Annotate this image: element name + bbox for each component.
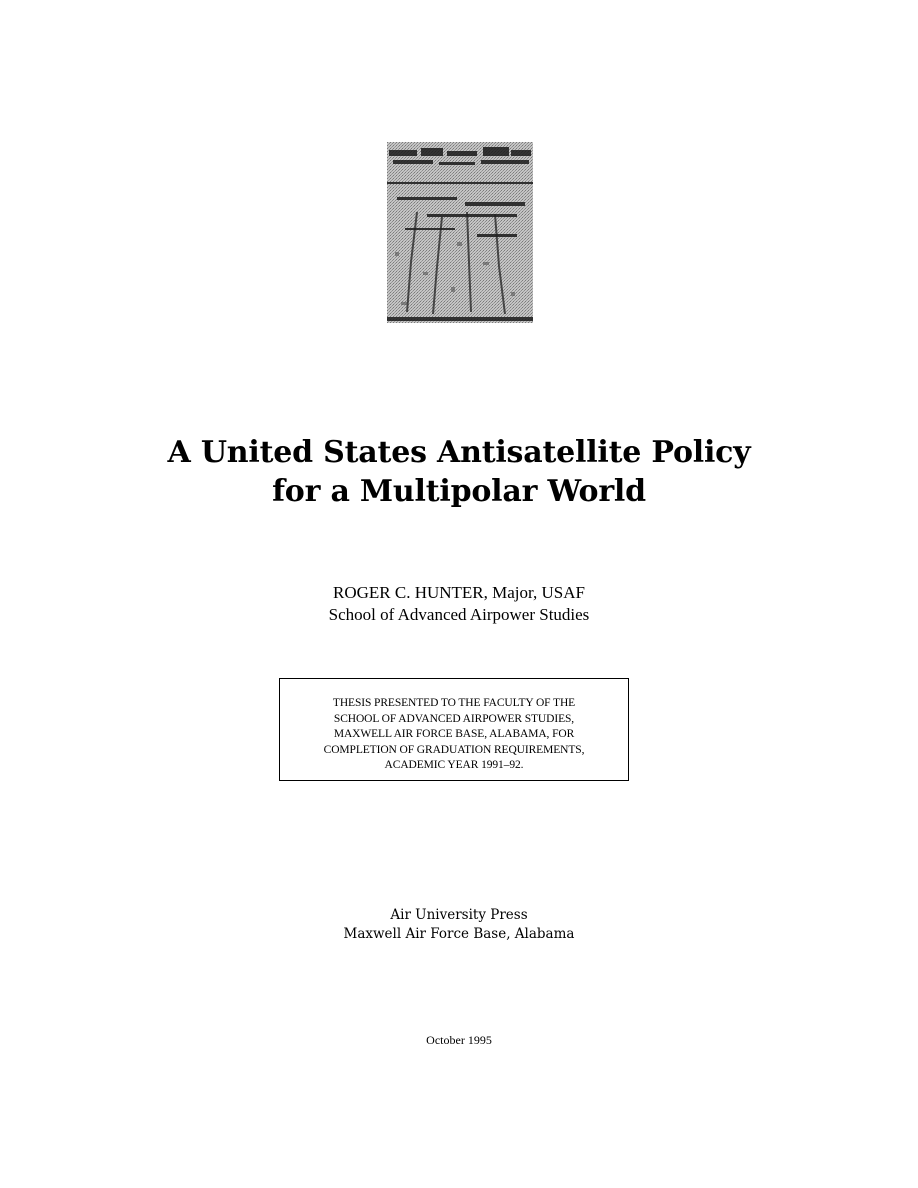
title-line-2: for a Multipolar World xyxy=(272,474,646,509)
title-line-1: A United States Antisatellite Policy xyxy=(167,435,751,470)
publisher-block xyxy=(0,906,918,944)
thesis-line: MAXWELL AIR FORCE BASE, ALABAMA, FOR xyxy=(333,728,575,740)
thesis-line: COMPLETION OF GRADUATION REQUIREMENTS, xyxy=(323,743,585,756)
author-block xyxy=(0,582,918,626)
cover-photo-graphic xyxy=(387,142,533,323)
publication-date: October 1995 xyxy=(426,1033,492,1047)
thesis-line: SCHOOL OF ADVANCED AIRPOWER STUDIES, xyxy=(333,712,575,725)
thesis-statement-box xyxy=(279,678,629,781)
document-title xyxy=(0,433,918,511)
cover-photo xyxy=(387,142,533,323)
thesis-statement xyxy=(280,696,628,774)
author-name: ROGER C. HUNTER, Major, USAF xyxy=(333,583,585,602)
author-affiliation: School of Advanced Airpower Studies xyxy=(328,605,590,624)
publisher-name: Air University Press xyxy=(390,907,528,923)
publisher-location: Maxwell Air Force Base, Alabama xyxy=(343,926,575,942)
thesis-line: THESIS PRESENTED TO THE FACULTY OF THE xyxy=(332,697,576,709)
thesis-line: ACADEMIC YEAR 1991–92. xyxy=(384,759,524,771)
